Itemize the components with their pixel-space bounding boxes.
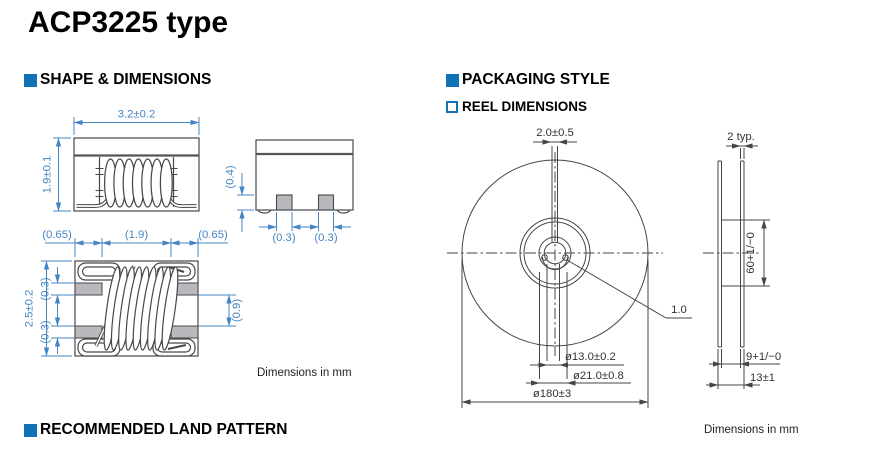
dim-bottom-end-left: (0.65) — [42, 229, 72, 241]
section-header-land-pattern — [24, 421, 287, 439]
dim-side-terminal-width-right: (0.3) — [314, 232, 338, 244]
note-dimensions-reel: Dimensions in mm — [704, 424, 799, 436]
component-bottom-view — [75, 261, 198, 356]
section-title: PACKAGING STYLE — [462, 71, 610, 88]
dim-bottom-winding: (1.9) — [124, 229, 149, 241]
terminal-electrode — [319, 195, 334, 210]
dim-reel-inner-width: 9+1/−0 — [746, 351, 782, 363]
coil-winding — [105, 159, 173, 207]
dim-bottom-pad-top: (0.3) — [39, 277, 52, 301]
subsection-title: REEL DIMENSIONS — [462, 99, 588, 114]
dim-bottom-pad-gap: (0.9) — [231, 298, 243, 323]
dim-bottom-pad-bottom: (0.3) — [39, 320, 52, 344]
dim-reel-overall-width: 13±1 — [750, 372, 776, 384]
subsection-header-reel — [446, 99, 587, 114]
component-front-view — [74, 138, 199, 211]
reel-front-view — [447, 142, 692, 408]
terminal-pad — [171, 326, 198, 338]
reel-dimensions-drawing — [440, 120, 889, 420]
section-title: RECOMMENDED LAND PATTERN — [40, 421, 288, 438]
dim-side-terminal-height: (0.4) — [224, 165, 237, 189]
dim-side-terminal-width-left: (0.3) — [272, 232, 296, 244]
section-header-shape — [24, 71, 211, 89]
note-dimensions-shape: Dimensions in mm — [257, 367, 352, 379]
dim-front-height: 1.9±0.1 — [41, 155, 54, 194]
open-square-marker-icon — [446, 101, 458, 113]
dim-front-width: 3.2±0.2 — [117, 108, 156, 121]
dim-reel-outer-dia: ø180±3 — [532, 388, 572, 400]
dim-reel-slot-depth: 1.0 — [671, 304, 687, 316]
shape-dimensions-drawing — [0, 100, 440, 400]
dim-reel-slot-width: 2.0±0.5 — [536, 127, 574, 139]
dim-reel-flange-thickness: 2 typ. — [727, 131, 755, 143]
section-header-packaging — [446, 71, 610, 89]
dim-reel-hole-dia: ø13.0±0.2 — [565, 351, 616, 363]
section-marker-icon — [446, 74, 459, 87]
coil-winding-bottom — [101, 266, 181, 351]
dim-bottom-end-right: (0.65) — [198, 229, 228, 241]
dim-reel-hub-dia: ø21.0±0.8 — [573, 370, 624, 382]
dim-reel-core-width: 60+1/−0 — [745, 232, 757, 274]
section-title: SHAPE & DIMENSIONS — [40, 71, 212, 88]
page-title: ACP3225 type — [28, 6, 229, 39]
terminal-pad — [75, 283, 102, 295]
section-marker-icon — [24, 74, 37, 87]
dim-bottom-depth: 2.5±0.2 — [23, 289, 36, 328]
terminal-electrode — [277, 195, 293, 210]
terminal-pad — [75, 326, 102, 338]
component-side-view — [256, 140, 353, 213]
section-marker-icon — [24, 424, 37, 437]
